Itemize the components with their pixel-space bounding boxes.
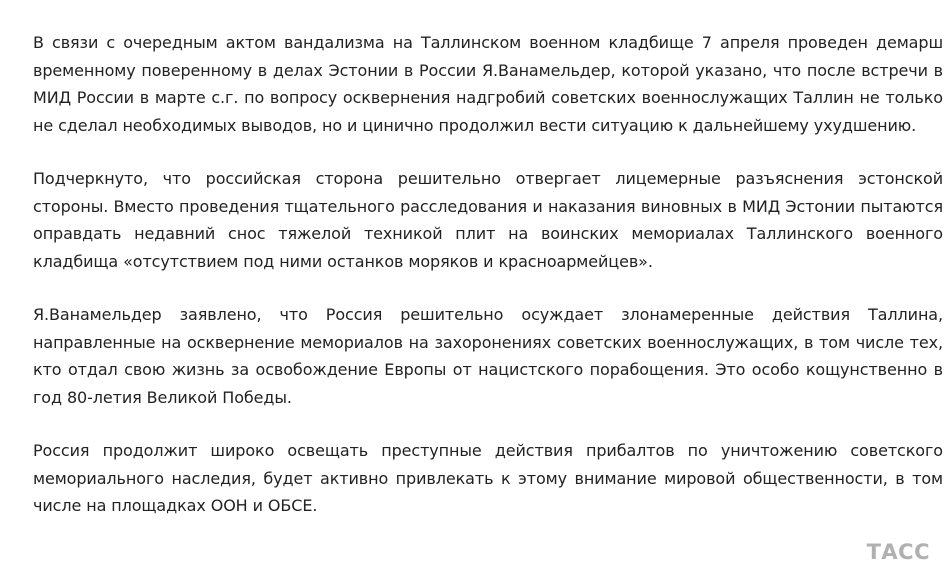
- article-paragraph-3: Я.Ванамельдер заявлено, что Россия решительно осуждает злонамеренные действия Таллина, направленные на осквернение мемориалов на захоронениях советских военнослужащих, в том числе тех, кто отдал свою жизнь за освобождение Европы от нацистского порабощения. Это особо кощунственно в год 80-летия Великой Победы.: [33, 305, 943, 407]
- article-paragraph-1: В связи с очередным актом вандализма на Таллинском военном кладбище 7 апреля проведен демарш временному поверенному в делах Эстонии в России Я.Ванамельдер, которой указано, что после встречи в МИД России в марте с.г. по вопросу осквернения надгробий советских военнослужащих Таллин не только не сделал необходимых выводов, но и цинично продолжил вести ситуацию к дальнейшему ухудшению.: [33, 33, 943, 135]
- article-paragraph-4: Россия продолжит широко освещать преступные действия прибалтов по уничтожению советского мемориального наследия, будет активно привлекать к этому внимание мировой общественности, в том числе на площадках ООН и ОБСЕ.: [33, 441, 943, 515]
- article-body: [33, 29, 943, 520]
- tass-watermark-logo: ТАСС: [866, 540, 930, 564]
- article-paragraph-2: Подчеркнуто, что российская сторона решительно отвергает лицемерные разъяснения эстонской стороны. Вместо проведения тщательного расследования и наказания виновных в МИД Эстонии пытаются оправдать недавний снос тяжелой техникой плит на воинских мемориалах Таллинского военного кладбища «отсутствием под ними останков моряков и красноармейцев».: [33, 169, 943, 271]
